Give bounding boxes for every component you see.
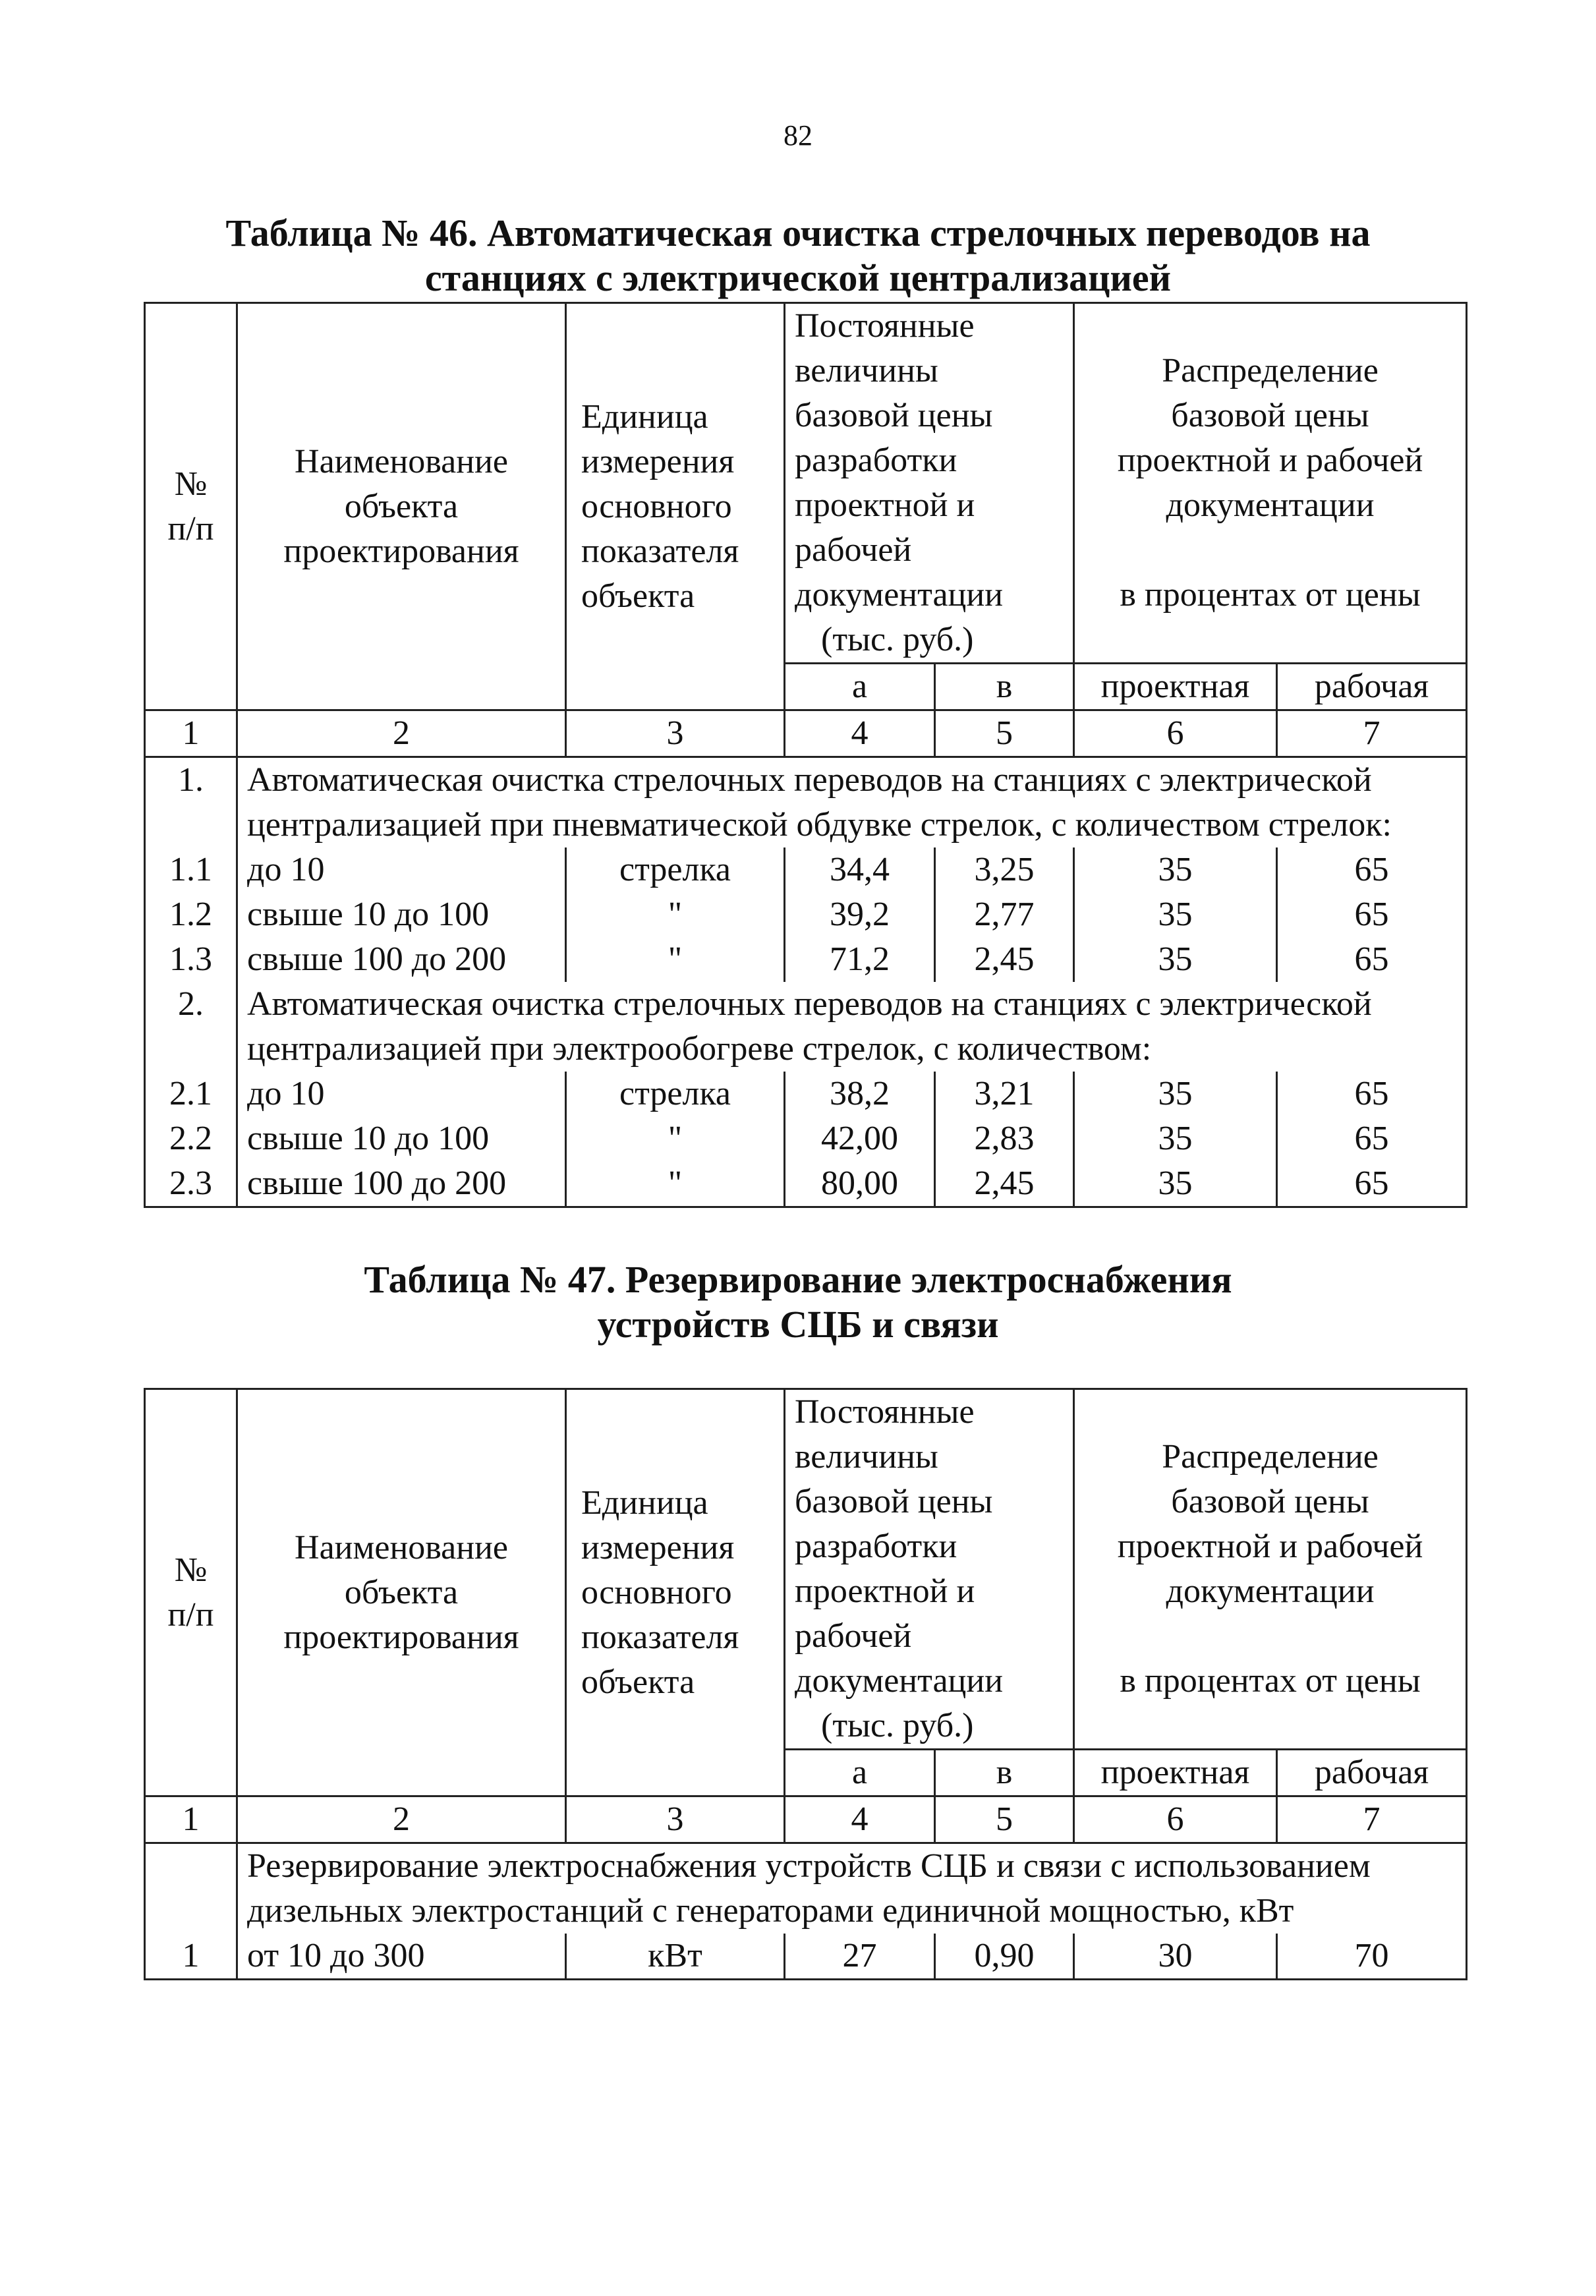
row-number: 2.1 xyxy=(145,1072,237,1116)
row-value-a: 80,00 xyxy=(785,1161,935,1207)
row-design-percent: 35 xyxy=(1074,937,1277,982)
header-distribution: Распределение базовой цены проектной и рабочей документации в процентах от цены xyxy=(1074,303,1467,664)
row-value-b: 0,90 xyxy=(935,1934,1074,1980)
row-value-b: 3,21 xyxy=(935,1072,1074,1116)
row-unit: стрелка xyxy=(566,1072,785,1116)
row-design-percent: 30 xyxy=(1074,1934,1277,1980)
row-number: 1.1 xyxy=(145,847,237,892)
header-num: № п/п xyxy=(145,303,237,710)
row-name: до 10 xyxy=(237,1072,566,1116)
row-number: 1 xyxy=(145,1934,237,1980)
table-46-title-line-1: Таблица № 46. Автоматическая очистка стрелочных переводов на xyxy=(225,212,1371,254)
header-constant-values: Постоянные величины базовой цены разработки проектной и рабочей документации (тыс. руб.) xyxy=(785,1389,1074,1750)
column-number: 7 xyxy=(1277,1796,1467,1843)
table-47-title-line-2: устройств СЦБ и связи xyxy=(597,1303,999,1346)
header-name: Наименование объекта проектирования xyxy=(237,1389,566,1796)
table-row xyxy=(145,937,1467,982)
column-number: 2 xyxy=(237,710,566,757)
row-unit: " xyxy=(566,937,785,982)
row-number: 1.2 xyxy=(145,892,237,937)
row-working-percent: 65 xyxy=(1277,1072,1467,1116)
table-47-title xyxy=(0,1257,1596,1347)
header-unit: Единица измерения основного показателя объекта xyxy=(566,1389,785,1796)
column-number: 7 xyxy=(1277,710,1467,757)
header-row xyxy=(145,303,1467,664)
section-number xyxy=(145,1843,237,1934)
row-value-a: 27 xyxy=(785,1934,935,1980)
row-working-percent: 65 xyxy=(1277,847,1467,892)
column-number-row xyxy=(145,1796,1467,1843)
row-value-a: 34,4 xyxy=(785,847,935,892)
row-unit: стрелка xyxy=(566,847,785,892)
column-number: 3 xyxy=(566,710,785,757)
column-number-row xyxy=(145,710,1467,757)
table-47 xyxy=(144,1388,1468,1980)
table-row xyxy=(145,892,1467,937)
row-name: свыше 100 до 200 xyxy=(237,937,566,982)
row-value-b: 2,77 xyxy=(935,892,1074,937)
section-description: Автоматическая очистка стрелочных переводов на станциях с электрической централизацией при электрообогреве стрелок, с количеством: xyxy=(237,982,1467,1072)
row-value-b: 2,45 xyxy=(935,937,1074,982)
column-number: 3 xyxy=(566,1796,785,1843)
section-description: Автоматическая очистка стрелочных переводов на станциях с электрической централизацией при пневматической обдувке стрелок, с количеством стрелок: xyxy=(237,757,1467,848)
row-design-percent: 35 xyxy=(1074,847,1277,892)
section-number: 2. xyxy=(145,982,237,1072)
subheader-design: проектная xyxy=(1074,1750,1277,1796)
subheader-a: а xyxy=(785,664,935,710)
subheader-a: а xyxy=(785,1750,935,1796)
header-unit: Единица измерения основного показателя объекта xyxy=(566,303,785,710)
column-number: 5 xyxy=(935,1796,1074,1843)
row-value-a: 71,2 xyxy=(785,937,935,982)
row-name: от 10 до 300 xyxy=(237,1934,566,1980)
row-unit: " xyxy=(566,1161,785,1207)
row-number: 2.2 xyxy=(145,1116,237,1161)
table-row xyxy=(145,847,1467,892)
subheader-working: рабочая xyxy=(1277,664,1467,710)
subheader-b: в xyxy=(935,1750,1074,1796)
table-46 xyxy=(144,302,1468,1208)
header-name: Наименование объекта проектирования xyxy=(237,303,566,710)
row-number: 1.3 xyxy=(145,937,237,982)
header-row xyxy=(145,1389,1467,1750)
row-value-b: 2,83 xyxy=(935,1116,1074,1161)
section-row xyxy=(145,1843,1467,1934)
section-description: Резервирование электроснабжения устройств СЦБ и связи с использованием дизельных электростанций с генераторами единичной мощностью, кВт xyxy=(237,1843,1467,1934)
subheader-working: рабочая xyxy=(1277,1750,1467,1796)
row-value-a: 42,00 xyxy=(785,1116,935,1161)
subheader-b: в xyxy=(935,664,1074,710)
header-num: № п/п xyxy=(145,1389,237,1796)
row-name: до 10 xyxy=(237,847,566,892)
table-row xyxy=(145,1161,1467,1207)
row-design-percent: 35 xyxy=(1074,1116,1277,1161)
row-working-percent: 70 xyxy=(1277,1934,1467,1980)
row-unit: " xyxy=(566,1116,785,1161)
column-number: 6 xyxy=(1074,1796,1277,1843)
section-row xyxy=(145,982,1467,1072)
section-row xyxy=(145,757,1467,848)
column-number: 4 xyxy=(785,1796,935,1843)
row-value-a: 38,2 xyxy=(785,1072,935,1116)
row-value-a: 39,2 xyxy=(785,892,935,937)
table-row xyxy=(145,1934,1467,1980)
row-design-percent: 35 xyxy=(1074,892,1277,937)
header-distribution: Распределение базовой цены проектной и рабочей документации в процентах от цены xyxy=(1074,1389,1467,1750)
row-working-percent: 65 xyxy=(1277,1116,1467,1161)
subheader-design: проектная xyxy=(1074,664,1277,710)
table-row xyxy=(145,1072,1467,1116)
row-design-percent: 35 xyxy=(1074,1161,1277,1207)
row-number: 2.3 xyxy=(145,1161,237,1207)
column-number: 4 xyxy=(785,710,935,757)
column-number: 1 xyxy=(145,1796,237,1843)
row-value-b: 2,45 xyxy=(935,1161,1074,1207)
row-unit: кВт xyxy=(566,1934,785,1980)
row-design-percent: 35 xyxy=(1074,1072,1277,1116)
column-number: 6 xyxy=(1074,710,1277,757)
table-row xyxy=(145,1116,1467,1161)
row-working-percent: 65 xyxy=(1277,892,1467,937)
row-value-b: 3,25 xyxy=(935,847,1074,892)
header-constant-values: Постоянные величины базовой цены разработки проектной и рабочей документации (тыс. руб.) xyxy=(785,303,1074,664)
row-working-percent: 65 xyxy=(1277,937,1467,982)
row-name: свыше 10 до 100 xyxy=(237,1116,566,1161)
table-47-title-line-1: Таблица № 47. Резервирование электроснабжения xyxy=(364,1258,1232,1301)
table-46-title xyxy=(0,211,1596,301)
column-number: 5 xyxy=(935,710,1074,757)
table-46-title-line-2: станциях с электрической централизацией xyxy=(424,256,1172,299)
row-name: свыше 10 до 100 xyxy=(237,892,566,937)
row-unit: " xyxy=(566,892,785,937)
row-working-percent: 65 xyxy=(1277,1161,1467,1207)
row-name: свыше 100 до 200 xyxy=(237,1161,566,1207)
column-number: 1 xyxy=(145,710,237,757)
column-number: 2 xyxy=(237,1796,566,1843)
section-number: 1. xyxy=(145,757,237,848)
page-number: 82 xyxy=(784,119,812,152)
